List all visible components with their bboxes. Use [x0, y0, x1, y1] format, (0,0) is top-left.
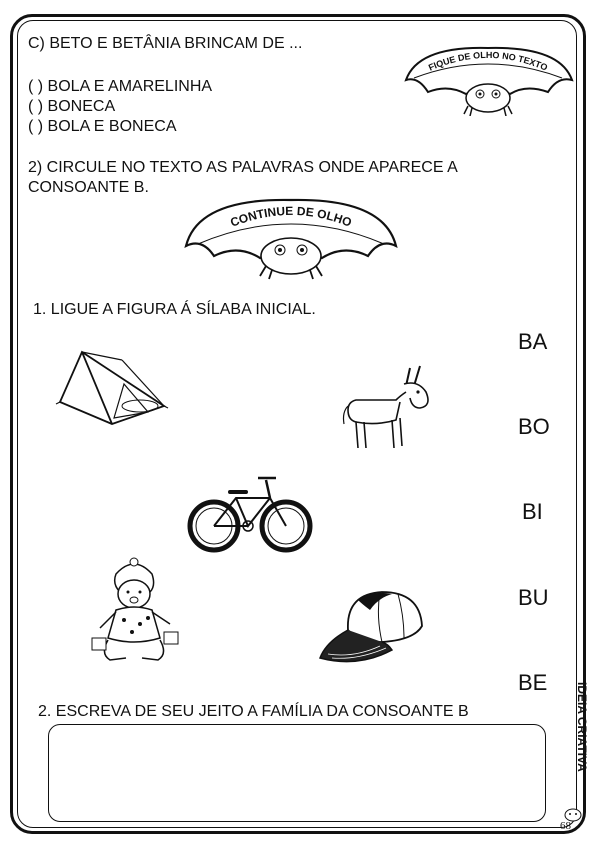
baby-icon[interactable] [90, 554, 180, 670]
question-2b-prompt: 2. ESCREVA DE SEU JEITO A FAMÍLIA DA CONSOANTE B [38, 703, 469, 720]
continue-de-olho-badge-icon [180, 184, 402, 280]
badge-top-label: FIQUE DE OLHO NO TEXTO [426, 49, 550, 73]
bicycle-icon[interactable] [186, 466, 314, 556]
question-2-line1: 2) CIRCULE NO TEXTO AS PALAVRAS ONDE APARECE A [28, 159, 458, 176]
ideia-criativa-brand [572, 680, 592, 820]
answer-box[interactable] [48, 724, 546, 822]
syllable-bo[interactable]: BO [518, 414, 550, 439]
question-1-prompt: 1. LIGUE A FIGURA Á SÍLABA INICIAL. [33, 301, 316, 318]
badge-middle-label: CONTINUE DE OLHO [228, 203, 354, 230]
syllable-bu[interactable]: BU [518, 585, 549, 610]
tent-icon[interactable] [52, 344, 170, 428]
cap-icon[interactable] [318, 586, 428, 668]
syllable-bi[interactable]: BI [522, 499, 543, 524]
donkey-icon[interactable] [340, 362, 434, 456]
option-bola-boneca[interactable]: ( ) BOLA E BONECA [28, 118, 177, 135]
option-bola-amarelinha[interactable]: ( ) BOLA E AMARELINHA [28, 78, 213, 95]
brand-label: IDEIA CRIATIVA [575, 682, 589, 772]
syllable-be[interactable]: BE [518, 670, 548, 695]
option-boneca[interactable]: ( ) BONECA [28, 98, 116, 115]
question-2-line2: CONSOANTE B. [28, 179, 149, 196]
fique-de-olho-badge-icon [398, 36, 578, 116]
syllable-ba[interactable]: BA [518, 329, 548, 354]
page-number: 68 [560, 820, 571, 832]
question-c-prompt: C) BETO E BETÂNIA BRINCAM DE ... [28, 35, 303, 52]
